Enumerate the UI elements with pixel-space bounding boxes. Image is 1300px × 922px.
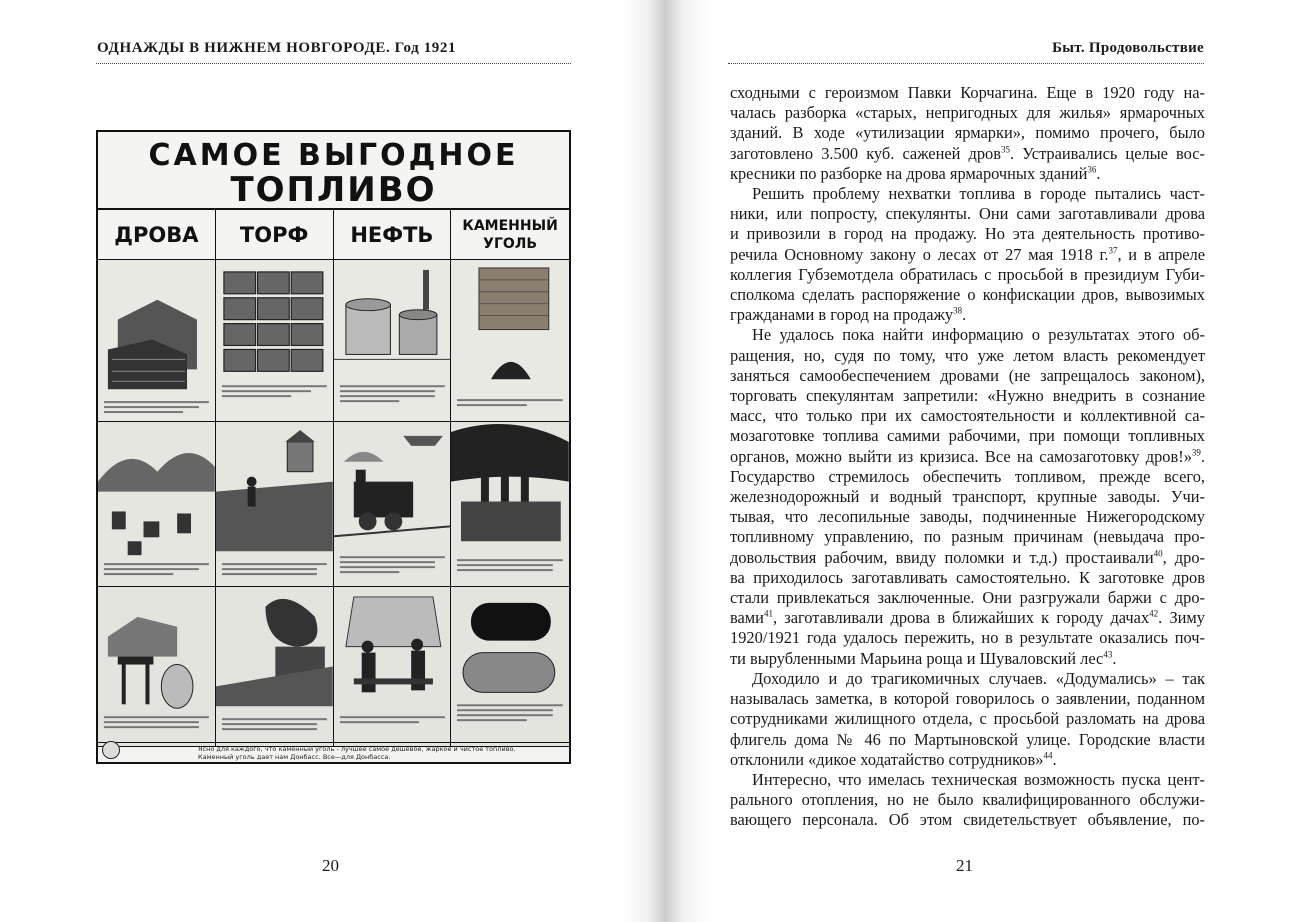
footnote-ref: 40: [1153, 548, 1163, 559]
text-run: речила Основному закону о лесах от 27 мая 1918 г.: [730, 244, 1109, 264]
text-line: [730, 709, 1205, 729]
text-run: ники, или попросту, спекулянты. Они сами заготавливали дрова: [730, 204, 1205, 224]
footnote-ref: 37: [1108, 245, 1118, 256]
text-run: стали привлекаться заключенные. Они разгружали баржи с дро-: [730, 588, 1205, 608]
poster-emblem-icon: [102, 741, 120, 759]
text-line: [730, 608, 1205, 628]
text-run: сполкома сделать распоряжение о конфискации дров, вывозимых: [730, 285, 1205, 305]
poster-title-line1: САМОЕ ВЫГОДНОЕ: [148, 138, 519, 173]
text-run: .: [962, 305, 967, 325]
poster-footer-line2: Каменный уголь дает нам Донбасс. Все—для Донбасса.: [198, 753, 391, 761]
text-run: заняться самообеспечением дровами (не запрещалось законом),: [730, 365, 1205, 385]
text-run: довольствия рабочим, ввиду поломки и т.д.) простаивали: [730, 547, 1154, 567]
text-run: железнодорожный и водный транспорт, крупные заводы. Учи-: [730, 487, 1205, 507]
text-run: чалась разборка «старых, непригодных для жилья» ярмарочных: [730, 103, 1205, 123]
text-line: [730, 790, 1205, 810]
running-head-right: Быт. Продовольствие: [1052, 40, 1204, 56]
text-line: [730, 184, 1205, 204]
poster-illustration-forest-stumps: [98, 422, 216, 587]
poster-image: [96, 130, 571, 764]
poster-illustration-table-and-cable: [98, 587, 216, 747]
footnote-ref: 42: [1149, 608, 1159, 619]
footnote-ref: 44: [1043, 750, 1053, 761]
text-line: [730, 487, 1205, 507]
footnote-ref: 38: [953, 305, 963, 316]
text-run: мозаготовке топлива самими рабочими, при помощи топливных: [730, 426, 1205, 446]
footnote-ref: 36: [1087, 164, 1097, 175]
text-run: Доходило и до трагикомичных случаев. «Додумались» – так: [752, 668, 1205, 688]
text-line: [730, 426, 1205, 446]
poster-illustration-factory-smoke: [451, 422, 569, 587]
text-line: [730, 770, 1205, 790]
text-run: .: [1112, 648, 1117, 668]
poster-col-coal: КАМЕННЫЙ УГОЛЬ: [451, 210, 569, 260]
page-number-right: 21: [956, 856, 973, 875]
text-run: рального отопления, но не было квалифицированного обслужи-: [730, 790, 1205, 810]
text-line: [730, 204, 1205, 224]
text-run: флигель дома № 46 по Мартыновской улице. Городские власти: [730, 729, 1205, 749]
text-line: [730, 649, 1205, 669]
page-number-left: 20: [322, 856, 339, 875]
text-run: Решить проблему нехватки топлива в городе пытались част-: [752, 184, 1205, 204]
text-run: Государство стремилось обеспечить топливом, прежде всего,: [730, 466, 1205, 486]
text-run: органов, можно выйти из кризиса. Все на самозаготовку дров!»: [730, 446, 1192, 466]
text-run: Не удалось пока найти информацию о результатах этого об-: [752, 325, 1205, 345]
text-line: [730, 386, 1205, 406]
text-run: сотрудниками жилищного отдела, с просьбой разломать на дрова: [730, 709, 1205, 729]
poster-illustration-locomotive: [334, 422, 452, 587]
poster-illustration-oil-tanks: [334, 260, 452, 422]
poster-col-firewood: ДРОВА: [98, 210, 216, 260]
footnote-ref: 39: [1191, 447, 1201, 458]
text-line: [730, 245, 1205, 265]
text-run: ва приходилось заготавливать самостоятельно. К заготовке дров: [730, 567, 1205, 587]
text-line: [730, 669, 1205, 689]
text-run: , и в апреле: [1117, 244, 1205, 264]
body-text: [730, 83, 1205, 831]
text-line: [730, 750, 1205, 770]
text-run: тывая, что лесопильные заводы, подчиненные Нижегородскому: [730, 507, 1205, 527]
text-run: 1920/1921 года удалось пережить, но в результате оказались поч-: [730, 628, 1205, 648]
text-line: [730, 689, 1205, 709]
text-line: [730, 588, 1205, 608]
text-run: кресники по разборке на дрова ярмарочных зданий: [730, 163, 1088, 183]
text-run: .: [1200, 446, 1205, 466]
text-run: ти вырубленными Марьина роща и Шуваловский лес: [730, 648, 1104, 668]
poster-illustration-people-at-table: [334, 587, 452, 747]
text-run: . Устраивались целые вос-: [1009, 143, 1205, 163]
poster-illustration-peat-workers: [216, 422, 334, 587]
text-line: [730, 265, 1205, 285]
text-run: называлась заметка, в которой говорилось о заявлении, поданном: [730, 689, 1205, 709]
poster-title-line2: ТОПЛИВО: [230, 170, 437, 210]
text-run: отклонили «дикое ходатайство сотрудников»: [730, 749, 1044, 769]
header-rule-right: [728, 63, 1204, 64]
text-line: [730, 285, 1205, 305]
poster-footer-line1: Ясно для каждого, что каменный уголь - лучшее самое дешевое, жаркое и чистое топливо.: [198, 745, 516, 753]
text-run: гражданами в город на продажу: [730, 305, 954, 325]
text-line: [730, 447, 1205, 467]
poster-col-peat: ТОРФ: [216, 210, 334, 260]
text-run: Интересно, что имелась техническая возможность пуска цент-: [752, 769, 1205, 789]
footnote-ref: 35: [1000, 144, 1010, 155]
text-run: топливному управлению, по разным причинам (невыдача про-: [730, 527, 1205, 547]
text-run: сходными с героизмом Павки Корчагина. Еще в 1920 году на-: [730, 83, 1205, 102]
text-line: [730, 346, 1205, 366]
text-run: торговать спекулянтам запретили: «Нужно внедрить в сознание: [730, 386, 1205, 406]
poster-illustration-firewood-stacks: [98, 260, 216, 422]
poster-illustration-oil-barrels: [451, 587, 569, 747]
text-run: . Зиму: [1158, 608, 1205, 628]
text-run: коллегия Губземотдела обратилась с просьбой в президиум Губи-: [730, 264, 1205, 284]
running-head-left: ОДНАЖДЫ В НИЖНЕМ НОВГОРОДЕ. Год 1921: [97, 40, 457, 56]
text-run: масс, что только при их самостоятельности и коллективной са-: [730, 406, 1205, 426]
text-line: [730, 507, 1205, 527]
text-line: [730, 406, 1205, 426]
text-run: .: [1096, 163, 1101, 183]
text-run: и привозили в город на продажу. Но эта деятельность противо-: [730, 224, 1205, 244]
text-line: [730, 467, 1205, 487]
text-line: [730, 548, 1205, 568]
text-line: [730, 123, 1205, 143]
text-line: [730, 305, 1205, 325]
text-run: вающего персонала. Об этом свидетельствует объявление, по-: [730, 810, 1205, 830]
poster-grid: [98, 208, 569, 748]
text-run: ращения, но, судя по тому, что уже летом власть рекомендует: [730, 345, 1205, 365]
text-line: [730, 527, 1205, 547]
text-line: [730, 366, 1205, 386]
text-run: вами: [730, 608, 764, 628]
text-line: [730, 144, 1205, 164]
text-run: , дро-: [1162, 547, 1205, 567]
poster-illustration-coal-pile: [451, 260, 569, 422]
poster-col-oil: НЕФТЬ: [334, 210, 452, 260]
poster-illustration-peat-wagon: [216, 587, 334, 747]
text-line: [730, 164, 1205, 184]
footnote-ref: 41: [763, 608, 773, 619]
header-rule-left: [96, 63, 571, 64]
text-run: .: [1052, 749, 1057, 769]
text-line: [730, 730, 1205, 750]
footnote-ref: 43: [1103, 649, 1113, 660]
text-line: [730, 568, 1205, 588]
text-line: [730, 810, 1205, 830]
poster-illustration-peat-bricks: [216, 260, 334, 422]
text-run: заготовлено 3.500 куб. саженей дров: [730, 143, 1001, 163]
poster-title: [98, 132, 569, 208]
text-line: [730, 628, 1205, 648]
text-run: , заготавливали дрова в ближайших к городу дачах: [772, 608, 1150, 628]
text-line: [730, 83, 1205, 103]
text-line: [730, 224, 1205, 244]
text-line: [730, 103, 1205, 123]
text-run: зданий. В ходе «утилизации ярмарки», помимо прочего, было: [730, 123, 1205, 143]
poster-footer: [98, 742, 569, 762]
text-line: [730, 325, 1205, 345]
